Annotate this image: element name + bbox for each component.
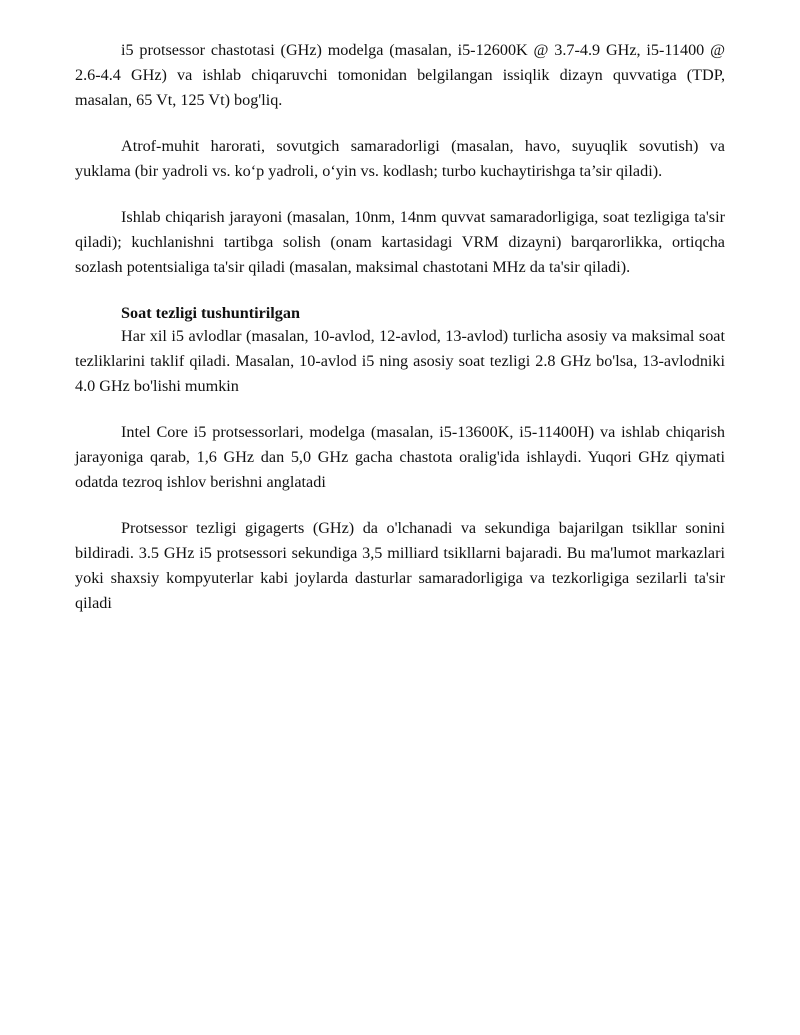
paragraph-gap <box>75 495 725 516</box>
paragraph-generations: Har xil i5 avlodlar (masalan, 10-avlod, 12-avlod, 13-avlod) turlicha asosiy va maksimal soat tezliklarini taklif qiladi. Masalan, 10-avlod i5 ning asosiy soat tezligi 2.8 GHz bo'lsa, 13-avlodniki 4.0 GHz bo'lishi mumkin <box>75 327 725 395</box>
paragraph-gigahertz: Protsessor tezligi gigagerts (GHz) da o'lchanadi va sekundiga bajarilgan tsikllar sonini bildiradi. 3.5 GHz i5 protsessori sekundiga 3,5 milliard tsikllarni bajaradi. Bu ma'lumot markazlari yoki shaxsiy kompyuterlar kabi joylarda dasturlar samaradorligiga va tezkorligiga sezilarli ta'sir qiladi <box>75 519 725 612</box>
paragraph-manufacturing: Ishlab chiqarish jarayoni (masalan, 10nm, 14nm quvvat samaradorligiga, soat tezligiga ta'sir qiladi); kuchlanishni tartibga solish (onam kartasidagi VRM dizayni) barqarorlikka, ortiqcha sozlash potentsialiga ta'sir qiladi (masalan, maksimal chastotani MHz da ta'sir qiladi). <box>75 208 725 276</box>
paragraph-cpu-frequency: i5 protsessor chastotasi (GHz) modelga (masalan, i5-12600K @ 3.7-4.9 GHz, i5-11400 @ 2.6-4.4 GHz) va ishlab chiqaruvchi tomonidan belgilangan issiqlik dizayn quvvatiga (TDP, masalan, 65 Vt, 125 Vt) bog'liq. <box>75 41 725 109</box>
section-heading: Soat tezligi tushuntirilgan <box>121 304 300 322</box>
paragraph-frequency-range: Intel Core i5 protsessorlari, modelga (masalan, i5-13600K, i5-11400H) va ishlab chiqarish jarayoniga qarab, 1,6 GHz dan 5,0 GHz gacha chastota oralig'ida ishlaydi. Yuqori GHz qiymati odatda tezroq ishlov berishni anglatadi <box>75 423 725 491</box>
document-page <box>75 38 725 616</box>
paragraph-gap <box>75 280 725 301</box>
paragraph-gap <box>75 113 725 134</box>
paragraph-gap <box>75 399 725 420</box>
paragraph-gap <box>75 184 725 205</box>
paragraph-environment: Atrof-muhit harorati, sovutgich samaradorligi (masalan, havo, suyuqlik sovutish) va yuklama (bir yadroli vs. ko‘p yadroli, o‘yin vs. kodlash; turbo kuchaytirishga ta’sir qiladi). <box>75 137 725 180</box>
